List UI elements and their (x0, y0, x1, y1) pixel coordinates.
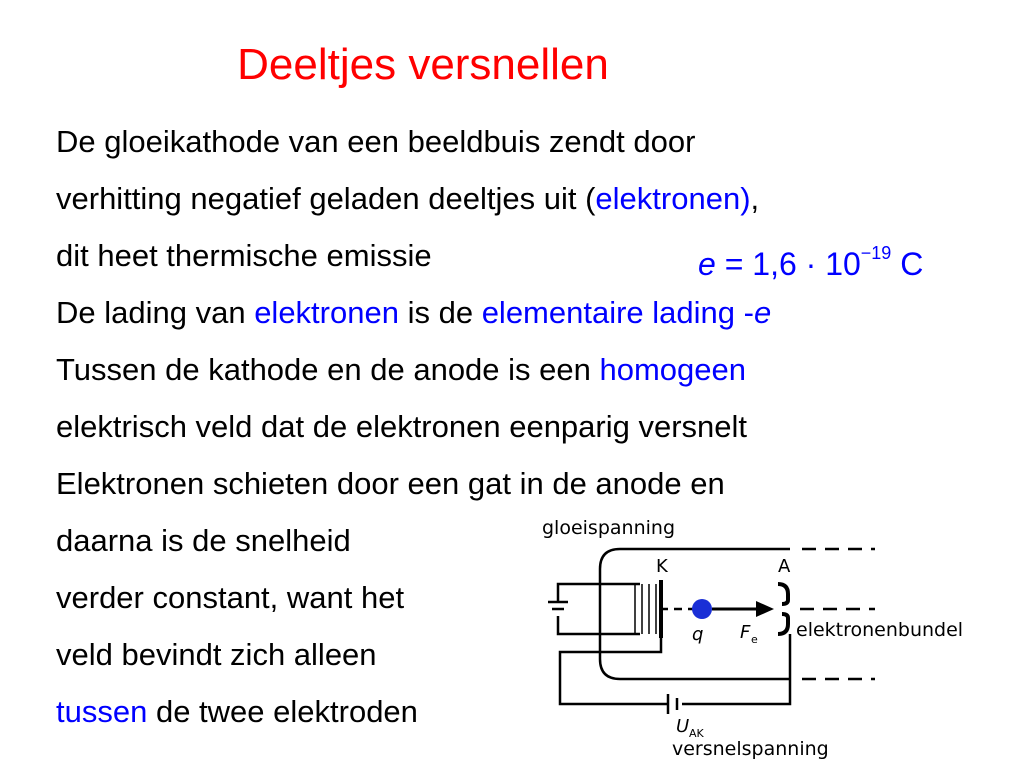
heater-coil (635, 584, 656, 634)
label-voltage-subscript: AK (689, 727, 704, 740)
filament-wire-bottom (558, 616, 620, 634)
label-force-f: F (740, 622, 751, 643)
label-elektronenbundel: elektronenbundel (796, 619, 964, 641)
text-line-7: Elektronen schieten door een gat in de anode en (56, 466, 725, 501)
label-charge-q: q (692, 624, 704, 645)
text-line-11-part-b: de twee elektroden (147, 694, 418, 729)
anode-bracket-bottom (778, 614, 788, 634)
text-line-10: veld bevindt zich alleen (56, 637, 377, 672)
text-line-9: verder constant, want het (56, 580, 405, 615)
charged-particle (692, 599, 712, 619)
highlight-elektronen-2: elektronen (254, 295, 399, 330)
text-line-4-part-c: is de (398, 295, 482, 330)
label-cathode-k: K (656, 556, 668, 577)
text-line-4-part-a: De lading van (56, 295, 255, 330)
label-gloeispanning: gloeispanning (542, 517, 675, 539)
text-line-3: dit heet thermische emissie (56, 238, 432, 273)
formula-unit: C (891, 246, 924, 282)
formula-exponent: −19 (860, 243, 892, 263)
coil-leads (620, 584, 640, 634)
text-line-1: De gloeikathode van een beeldbuis zendt door (56, 124, 696, 159)
text-line-4 (56, 294, 771, 332)
label-anode-a: A (778, 556, 791, 577)
formula-value: = 1,6 · 10 (715, 246, 861, 282)
label-force-subscript: e (751, 633, 758, 646)
highlight-tussen: tussen (56, 694, 148, 729)
text-line-5 (56, 351, 746, 389)
text-line-5-part-a: Tussen de kathode en de anode is een (56, 352, 600, 387)
highlight-homogeen: homogeen (599, 352, 746, 387)
force-arrow-head (756, 601, 774, 617)
text-line-2-comma: , (750, 181, 760, 216)
slide-title: Deeltjes versnellen (237, 40, 609, 89)
text-line-2 (56, 180, 759, 218)
highlight-symbol-e: e (753, 295, 772, 330)
text-line-11 (56, 693, 418, 731)
highlight-elementaire-lading: elementaire lading - (481, 295, 754, 330)
text-line-6: elektrisch veld dat de elektronen eenparig versnelt (56, 409, 748, 444)
filament-wire-top (558, 584, 620, 602)
formula-symbol: e (698, 246, 716, 282)
text-line-2-part-a: verhitting negatief geladen deeltjes uit ( (56, 181, 596, 216)
charge-formula (698, 233, 923, 284)
label-versnelspanning: versnelspanning (672, 738, 829, 760)
label-voltage-u: U (676, 716, 690, 737)
text-line-8: daarna is de snelheid (56, 523, 351, 558)
anode-bracket-top (778, 584, 788, 604)
cathode-ray-diagram (530, 512, 1000, 762)
cathode-supply-wire (560, 638, 668, 704)
highlight-elektronen-1: elektronen) (595, 181, 751, 216)
